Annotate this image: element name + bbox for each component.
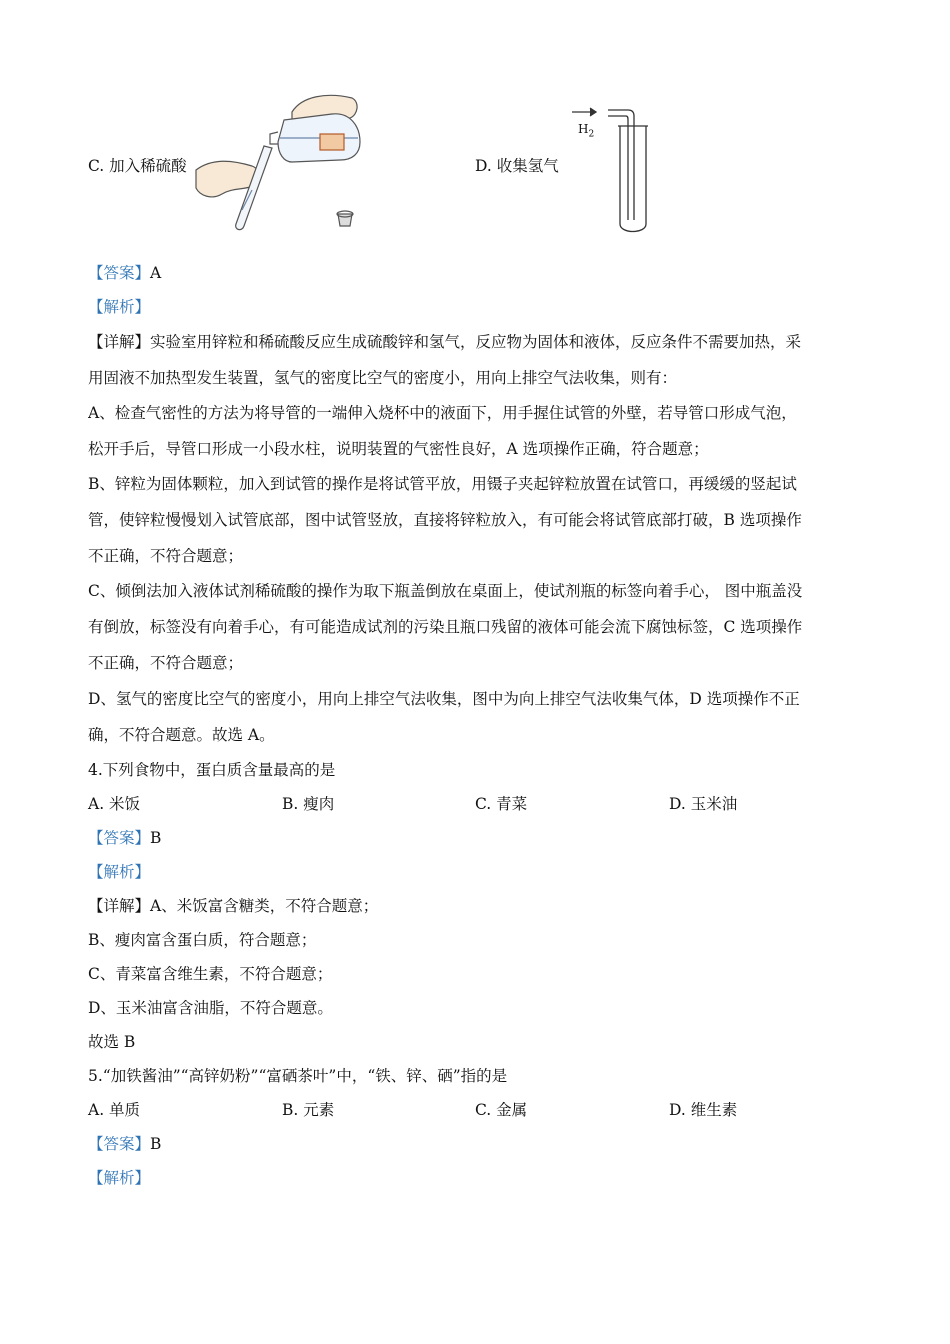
q5-answer: 【答案】B bbox=[88, 1135, 162, 1153]
q3-detail-line: 确，不符合题意。故选 A。 bbox=[88, 726, 275, 744]
q4-detail-line: 【详解】A、米饭富含糖类，不符合题意； bbox=[88, 897, 379, 915]
q5-option-b: B. 元素 bbox=[282, 1101, 335, 1119]
q5-option-c: C. 金属 bbox=[475, 1101, 528, 1119]
q4-analysis-tag: 【解析】 bbox=[88, 863, 151, 881]
q3-detail-line: 用固液不加热型发生装置，氢气的密度比空气的密度小，用向上排空气法收集，则有： bbox=[88, 369, 678, 387]
q3-analysis-tag: 【解析】 bbox=[88, 298, 151, 316]
h2-label: $H_2$ bbox=[578, 122, 595, 140]
q4-option-d: D. 玉米油 bbox=[669, 795, 738, 813]
q5-stem: 5.“加铁酱油”“高锌奶粉”“富硒茶叶”中，“铁、锌、硒”指的是 bbox=[88, 1067, 508, 1085]
q5-option-d: D. 维生素 bbox=[669, 1101, 738, 1119]
q4-detail-line: 故选 B bbox=[88, 1033, 136, 1051]
q4-option-a: A. 米饭 bbox=[88, 795, 141, 813]
option-c-label: C. 加入稀硫酸 bbox=[88, 157, 187, 175]
q4-detail-line: B、瘦肉富含蛋白质，符合题意； bbox=[88, 931, 317, 949]
q4-detail-line: C、青菜富含维生素，不符合题意； bbox=[88, 965, 333, 983]
q3-detail-line: 管，使锌粒慢慢划入试管底部，图中试管竖放，直接将锌粒放入，有可能会将试管底部打破，B 选项操作 bbox=[88, 511, 802, 529]
q3-detail-line: A、检查气密性的方法为将导管的一端伸入烧杯中的液面下，用手握住试管的外壁，若导管口形成气泡， bbox=[88, 404, 797, 422]
q3-answer: 【答案】A bbox=[88, 264, 162, 282]
q4-option-b: B. 瘦肉 bbox=[282, 795, 335, 813]
q3-detail-line: 有倒放，标签没有向着手心，有可能造成试剂的污染且瓶口残留的液体可能会流下腐蚀标签，C 选项操作 bbox=[88, 618, 803, 636]
q3-detail-line: 不正确，不符合题意； bbox=[88, 547, 244, 565]
q4-answer: 【答案】B bbox=[88, 829, 162, 847]
q3-detail-line: D、氢气的密度比空气的密度小，用向上排空气法收集，图中为向上排空气法收集气体，D 选项操作不正 bbox=[88, 690, 800, 708]
q4-detail-line: D、玉米油富含油脂，不符合题意。 bbox=[88, 999, 333, 1017]
q3-detail-line: C、倾倒法加入液体试剂稀硫酸的操作为取下瓶盖倒放在桌面上，使试剂瓶的标签向着手心， 图中瓶盖没 bbox=[88, 582, 803, 600]
q4-option-c: C. 青菜 bbox=[475, 795, 528, 813]
pouring-acid-figure bbox=[192, 90, 372, 235]
q4-stem: 4.下列食物中，蛋白质含量最高的是 bbox=[88, 761, 336, 779]
q3-detail-line: 不正确，不符合题意； bbox=[88, 654, 244, 672]
q5-option-a: A. 单质 bbox=[88, 1101, 141, 1119]
q3-detail-line: 松开手后，导管口形成一小段水柱，说明装置的气密性良好，A 选项操作正确，符合题意； bbox=[88, 440, 709, 458]
q5-analysis-tag: 【解析】 bbox=[88, 1169, 151, 1187]
option-d-label: D. 收集氢气 bbox=[475, 157, 559, 175]
q3-detail-line: 【详解】实验室用锌粒和稀硫酸反应生成硫酸锌和氢气，反应物为固体和液体，反应条件不需要加热，采 bbox=[88, 333, 802, 351]
q3-detail-line: B、锌粒为固体颗粒，加入到试管的操作是将试管平放，用镊子夹起锌粒放置在试管口，再缓缓的竖起试 bbox=[88, 475, 797, 493]
